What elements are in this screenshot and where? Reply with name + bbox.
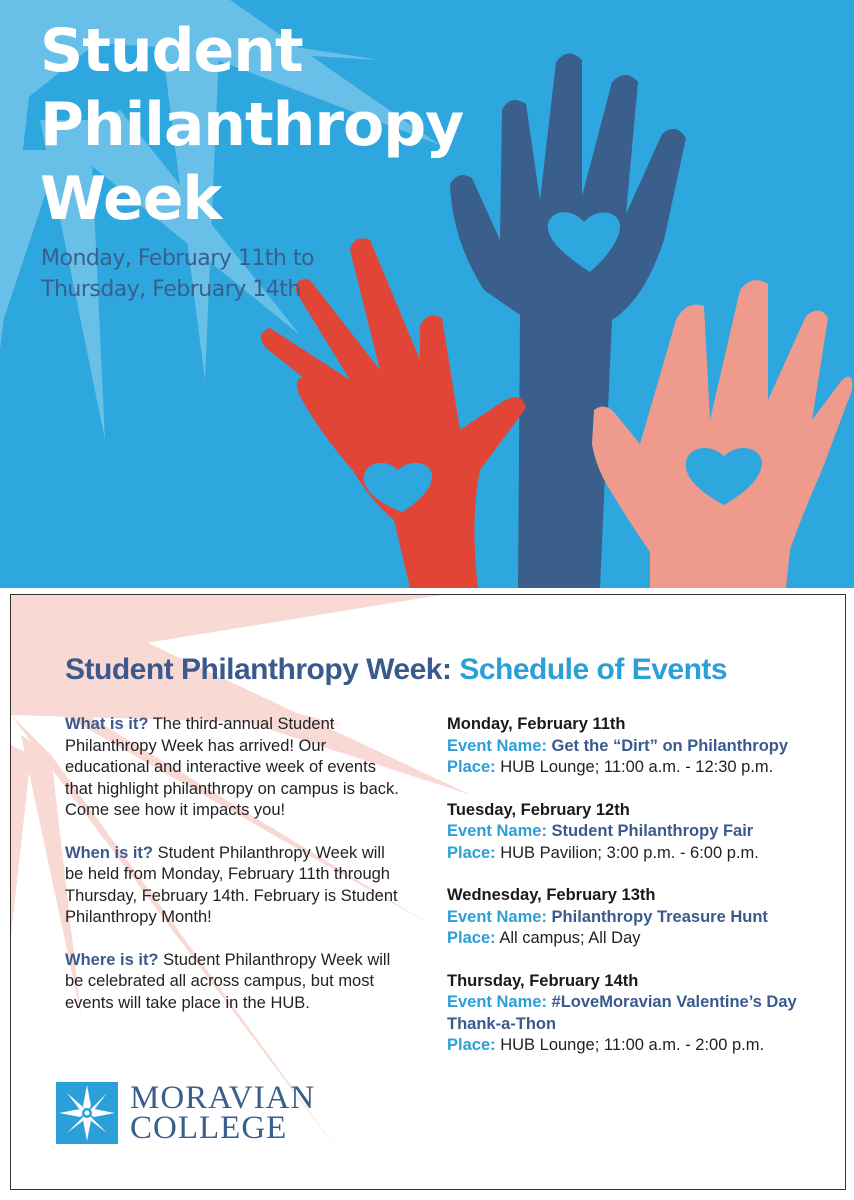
hero-date-line: Monday, February 11th to bbox=[41, 246, 314, 271]
event-name-label: Event Name: bbox=[447, 822, 547, 840]
faq-answer: Student Philanthropy Week will be celebrated all across campus, but most events will take place in the HUB. bbox=[65, 950, 391, 1012]
event-name-line bbox=[447, 821, 837, 843]
event-name-line bbox=[447, 907, 837, 929]
event-item bbox=[447, 971, 837, 1057]
logo-line: COLLEGE bbox=[130, 1110, 288, 1146]
event-name: #LoveMoravian Valentine’s Day Thank-a-Thon bbox=[447, 993, 797, 1033]
faq-question: Where is it? bbox=[65, 950, 159, 969]
faq-question: What is it? bbox=[65, 715, 149, 733]
pink-hand bbox=[592, 280, 852, 588]
event-place: All campus; All Day bbox=[499, 929, 641, 947]
event-name-line bbox=[447, 736, 837, 758]
hero-banner bbox=[0, 0, 854, 588]
faq-item bbox=[65, 843, 400, 929]
event-item bbox=[447, 714, 837, 779]
event-place-label: Place: bbox=[447, 843, 496, 862]
hero-title-line: Student bbox=[40, 16, 303, 86]
event-place-line bbox=[447, 757, 837, 779]
event-name: Philanthropy Treasure Hunt bbox=[551, 907, 768, 926]
event-place-label: Place: bbox=[447, 1036, 496, 1054]
schedule-title-primary: Student Philanthropy Week: bbox=[65, 653, 452, 686]
event-name-line bbox=[447, 992, 837, 1035]
faq-item bbox=[65, 950, 400, 1015]
faq-answer: Student Philanthropy Week will be held from Monday, February 11th through Thursday, February 14th. February is Student Philanthropy Month! bbox=[65, 843, 398, 926]
event-day: Thursday, February 14th bbox=[447, 971, 639, 990]
hero-date-line: Thursday, February 14th bbox=[41, 277, 301, 302]
hero-dates bbox=[41, 243, 314, 305]
event-place-label: Place: bbox=[447, 929, 496, 947]
event-name: Student Philanthropy Fair bbox=[551, 822, 754, 840]
event-item bbox=[447, 885, 837, 950]
event-name-label: Event Name: bbox=[447, 907, 547, 926]
hero-title-line: Week bbox=[40, 164, 222, 234]
faq-answer: The third-annual Student Philanthropy Week has arrived! Our educational and interactive week of events that highlight philanthropy on campus is back. Come see how it impacts you! bbox=[65, 715, 399, 819]
event-place-label: Place: bbox=[447, 758, 496, 776]
event-place: HUB Lounge; 11:00 a.m. - 2:00 p.m. bbox=[500, 1036, 765, 1054]
event-name: Get the “Dirt” on Philanthropy bbox=[551, 736, 789, 755]
event-place-line bbox=[447, 1035, 837, 1057]
faq-column bbox=[65, 714, 400, 1035]
moravian-college-logo bbox=[56, 1082, 315, 1144]
logo-wordmark bbox=[130, 1080, 316, 1146]
event-day: Monday, February 11th bbox=[447, 715, 626, 733]
faq-question: When is it? bbox=[65, 843, 153, 862]
event-name-label: Event Name: bbox=[447, 993, 547, 1011]
event-place-line bbox=[447, 843, 837, 865]
hero-title-line: Philanthropy bbox=[40, 90, 464, 160]
faq-item bbox=[65, 714, 400, 822]
event-day: Tuesday, February 12th bbox=[447, 800, 630, 819]
event-name-label: Event Name: bbox=[447, 736, 547, 755]
event-place: HUB Lounge; 11:00 a.m. - 12:30 p.m. bbox=[500, 758, 774, 776]
events-column bbox=[447, 714, 837, 1078]
hero-title bbox=[40, 14, 463, 236]
moravian-star-icon bbox=[56, 1082, 118, 1144]
schedule-card bbox=[10, 594, 846, 1190]
event-day: Wednesday, February 13th bbox=[447, 886, 656, 904]
event-item bbox=[447, 800, 837, 865]
event-place-line bbox=[447, 928, 837, 950]
schedule-title-secondary: Schedule of Events bbox=[459, 653, 728, 686]
schedule-title bbox=[65, 653, 727, 687]
event-place: HUB Pavilion; 3:00 p.m. - 6:00 p.m. bbox=[500, 843, 759, 862]
logo-line: MORAVIAN bbox=[130, 1080, 316, 1116]
